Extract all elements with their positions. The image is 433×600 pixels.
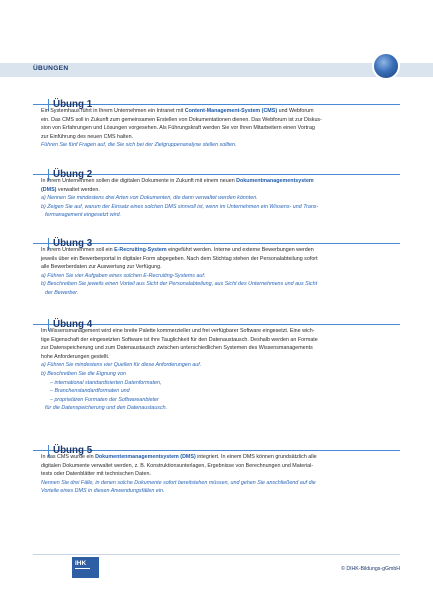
exercise-title: Übung 3 <box>53 238 93 249</box>
page-title: ÜBUNGEN <box>33 65 69 72</box>
decorative-circle-icon <box>374 54 398 78</box>
exercise-title: Übung 1 <box>53 99 93 110</box>
exercise-title: Übung 2 <box>53 169 93 180</box>
exercise-text: In Ihrem Unternehmen sollen die digitalen Dokumente in Zukunft mit einem neuen Dokumentmanagementsystem (DMS) verwaltet werden. a) Nennen Sie mindestens drei Arten von Dokumenten, die dann verwaltet werden könnten. b) Zeigen Sie auf, warum der Einsatz eines solchen DMS sinnvoll ist, wenn im Unternehmen ein Wissens- und Trans- fermanagement eingesetzt wird. <box>41 178 319 219</box>
footer-rule <box>33 554 400 555</box>
exercise-text: In das CMS wurde ein Dokumentenmanagementsystem (DMS) integriert. In einem DMS können grundsätzlich alle digitalen Dokumente verwaltet werden, z. B. Konstruktionsunterlagen, Ergebnisse von Berechnungen und Material- tests oder Datenblätter mit technischen Daten. Nennen Sie drei Fälle, in denen solche Dokumente sofort bereitstehen müssen, und gehen Sie anschließend auf die Vorteile eines DMS in diesen Anwendungsfällen ein. <box>41 454 317 495</box>
exercise-title: Übung 5 <box>53 445 93 456</box>
exercise-text: Ein Systemhaus führt in Ihrem Unternehmen ein Intranet mit Content-Management-System (CMS) und Webforum ein. Das CMS soll in Zukunft zum gemeinsamen Erstellen von Dokumentationen dienen. Das Webforum ist zur Diskus- sion von Erfahrungen und Lösungen vorgesehen. Als Führungskraft werden Sie vor Ihren Mitarbeitern einen Vortrag zur Einführung des neuen CMS halten. Führen Sie fünf Fragen auf, die Sie sich bei der Zielgruppenanalyse stellen sollten. <box>41 108 322 149</box>
exercise-title: Übung 4 <box>53 319 93 330</box>
copyright-text: © DIHK-Bildungs-gGmbH <box>341 566 400 572</box>
ihk-logo: IHK <box>72 557 99 578</box>
exercise-text: In Ihrem Unternehmen soll ein E-Recruiting-System eingeführt werden. Interne und externe Bewerbungen werden jeweils über ein Bewerberportal in digitaler Form abgegeben. Nach dem Stichtag stehen der Personalabteilung sofort alle Bewerberdaten zur Auswertung zur Verfügung. a) Führen Sie vier Aufgaben eines solchen E-Recruiting-Systems auf. b) Beschreiben Sie jeweils einen Vorteil aus Sicht der Personalabteilung, aus Sicht des Unternehmens und aus Sicht der Bewerber. <box>41 247 318 296</box>
exercise-text: Im Wissensmanagement wird eine breite Palette kommerzieller und frei verfügbarer Software eingesetzt. Eine wich- tige Eigenschaft der eingesetzten Software ist ihre Tauglichkeit für den Datenaustausch. Deshalb werden an Formate zur Datenspeicherung und zum Datenaustausch zwischen unterschiedlichen Systemen des Wissensmanagements hohe Anforderungen gestellt. a) Führen Sie mindestens vier Quellen für diese Anforderungen auf. b) Beschreiben Sie die Eignung von – international standardisierten Datenformaten, – Branchenstandardformaten und – proprietären Formaten der Softwareanbieter für die Datenspeicherung und den Datenaustausch. <box>41 328 318 412</box>
